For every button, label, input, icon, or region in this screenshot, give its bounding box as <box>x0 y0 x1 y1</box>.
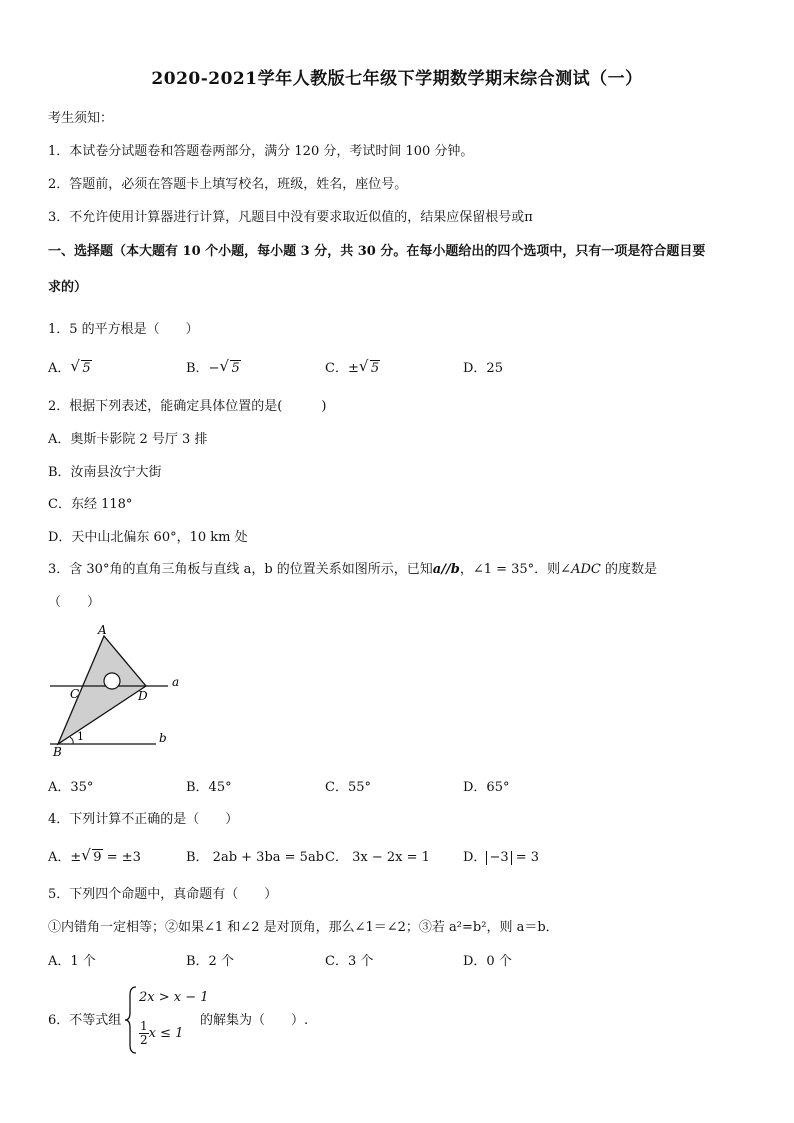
q4-a-label: A． <box>48 850 71 865</box>
q4-option-b: B． 2ab + 3ba = 5ab <box>186 850 325 865</box>
q3-option-a: A．35° <box>48 780 94 795</box>
q5-option-b: B．2 个 <box>186 954 234 969</box>
q1-option-c <box>325 357 380 378</box>
q2-option-d: D．天中山北偏东 60°，10 km 处 <box>48 530 248 545</box>
notice-item-3: 3．不允许使用计算器进行计算，凡题目中没有要求取近似值的，结果应保留根号或π <box>48 210 533 225</box>
q5-stem: 5．下列四个命题中，真命题有（ ） <box>48 887 278 902</box>
q1-a-label: A． <box>48 361 71 376</box>
sqrt-symbol: √ 5 <box>358 357 380 376</box>
label-line-a: a <box>172 675 180 689</box>
page-title: 2020-2021学年人教版七年级下学期数学期末综合测试（一） <box>151 69 643 89</box>
q5-option-a: A．1 个 <box>48 954 96 969</box>
q3-stem-mid: ，∠1 = 35°．则∠ <box>459 562 572 577</box>
fraction <box>139 1020 149 1047</box>
q1-stem: 1．5 的平方根是（ ） <box>48 322 199 337</box>
brace-symbol <box>124 985 138 1055</box>
q3-stem-post: 的度数是 <box>600 562 657 577</box>
q1-option-a <box>48 357 92 378</box>
section-heading-cont: 求的） <box>48 280 88 295</box>
q1-c-label: C． <box>325 361 348 376</box>
q1-b-sign: − <box>208 361 220 376</box>
notice-item-1: 1．本试卷分试题卷和答题卷两部分，满分 120 分，考试时间 100 分钟。 <box>48 144 474 159</box>
label-b-point: B <box>53 745 62 759</box>
q3-angle-adc: ADC <box>571 562 601 577</box>
q4-a-radicand: 9 <box>93 850 102 865</box>
q2-option-a: A．奥斯卡影院 2 号厅 3 排 <box>48 432 208 447</box>
q4-a-result: = ±3 <box>102 850 141 865</box>
sqrt-symbol: √ 9 <box>81 846 102 865</box>
label-a-point: A <box>98 623 107 637</box>
q4-d-label: D． <box>463 850 487 865</box>
fraction-denominator: 2 <box>140 1033 148 1047</box>
q4-stem: 4．下列计算不正确的是（ ） <box>48 812 239 827</box>
q3-stem-pre: 3．含 30°角的直角三角板与直线 a，b 的位置关系如图所示，已知 <box>48 562 433 577</box>
q1-b-label: B． <box>186 361 209 376</box>
label-c-point: C <box>70 687 80 701</box>
q3-stem <box>48 561 657 579</box>
q4-option-d <box>463 849 539 867</box>
q2-option-c: C．东经 118° <box>48 497 133 512</box>
q5-option-d: D．0 个 <box>463 954 512 969</box>
q4-d-abs-value: −3 <box>486 851 511 865</box>
section-heading: 一、选择题（本大题有 10 个小题，每小题 3 分，共 30 分。在每小题给出的四个选项中，只有一项是符合题目要 <box>48 244 706 259</box>
label-angle-1: 1 <box>77 730 84 743</box>
q2-stem: 2．根据下列表述，能确定具体位置的是( ) <box>48 399 327 414</box>
circle-cutout <box>104 673 120 689</box>
q3-parallel: a//b <box>432 562 460 577</box>
q3-stem-line2: （ ） <box>48 595 101 610</box>
label-line-b: b <box>159 731 167 745</box>
q1-a-radicand: 5 <box>82 361 91 376</box>
q3-option-c: C．55° <box>325 780 371 795</box>
q4-option-a <box>48 846 141 867</box>
q1-b-radicand: 5 <box>231 361 240 376</box>
q6-inequality-2-rest: x ≤ 1 <box>148 1026 184 1041</box>
sqrt-symbol: √ 5 <box>219 357 240 376</box>
q1-option-b <box>186 357 241 378</box>
q6-inequality-1: 2x > x − 1 <box>139 990 209 1005</box>
q6-stem-post: 的解集为（ ）. <box>200 1013 309 1028</box>
q3-option-d: D．65° <box>463 780 510 795</box>
q4-option-c: C． 3x − 2x = 1 <box>325 850 430 865</box>
q6-inequality-2 <box>139 1020 183 1047</box>
q1-option-d: D．25 <box>463 361 503 376</box>
q6-stem-pre: 6．不等式组 <box>48 1013 122 1028</box>
q4-d-result: = 3 <box>511 850 540 865</box>
q3-figure <box>40 620 190 760</box>
notice-item-2: 2．答题前，必须在答题卡上填写校名，班级，姓名，座位号。 <box>48 177 408 192</box>
fraction-numerator: 1 <box>140 1019 148 1033</box>
q3-option-b: B．45° <box>186 780 232 795</box>
label-d-point: D <box>138 689 148 703</box>
q1-c-radicand: 5 <box>370 361 380 376</box>
q5-statement: ①内错角一定相等；②如果∠1 和∠2 是对顶角，那么∠1＝∠2；③若 a²=b²，则 a＝b． <box>48 920 559 935</box>
sqrt-symbol: √ 5 <box>70 357 91 376</box>
angle-1-arc <box>70 737 73 744</box>
q4-a-sign: ± <box>70 850 82 865</box>
notice-heading: 考生须知： <box>48 111 114 126</box>
q5-option-c: C．3 个 <box>325 954 374 969</box>
q1-c-sign: ± <box>347 361 359 376</box>
q2-option-b: B．汝南县汝宁大街 <box>48 465 162 480</box>
